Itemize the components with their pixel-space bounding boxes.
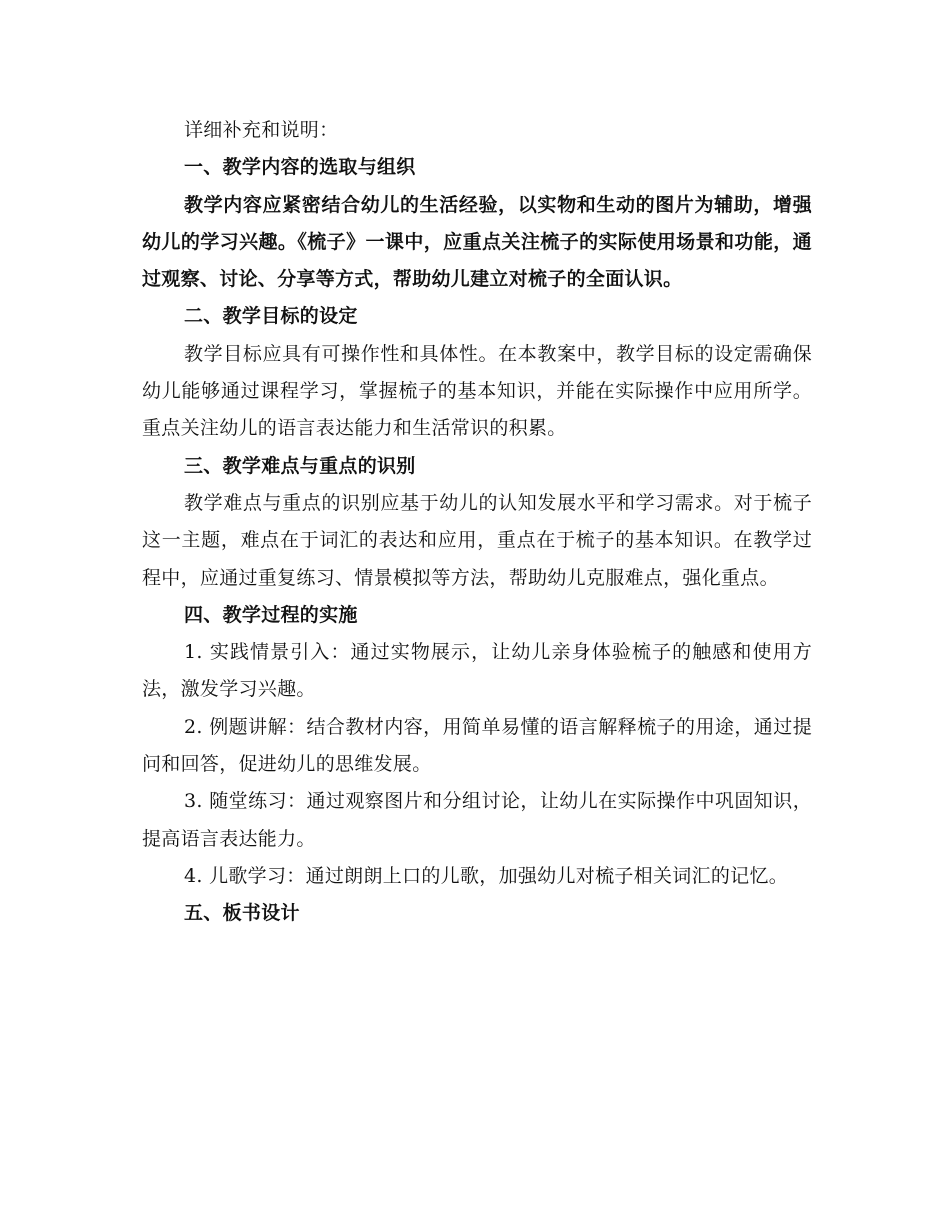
document-page (142, 112, 812, 933)
section-1-heading: 一、教学内容的选取与组织 (184, 156, 416, 179)
section-3-heading: 三、教学难点与重点的识别 (184, 454, 416, 477)
section-4-item-1: 1. 实践情景引入：通过实物展示，让幼儿亲身体验梳子的触感和使用方法，激发学习兴趣。 (142, 641, 812, 701)
section-1-body: 教学内容应紧密结合幼儿的生活经验，以实物和生动的图片为辅助，增强幼儿的学习兴趣。《梳子》一课中，应重点关注梳子的实际使用场景和功能，通过观察、讨论、分享等方式，帮助幼儿建立对梳子的全面认识。 (142, 193, 812, 291)
section-2-body: 教学目标应具有可操作性和具体性。在本教案中，教学目标的设定需确保幼儿能够通过课程学习，掌握梳子的基本知识，并能在实际操作中应用所学。重点关注幼儿的语言表达能力和生活常识的积累。 (142, 342, 812, 440)
section-4-item-2: 2. 例题讲解：结合教材内容，用简单易懂的语言解释梳子的用途，通过提问和回答，促进幼儿的思维发展。 (142, 715, 812, 776)
section-4-heading: 四、教学过程的实施 (184, 603, 358, 626)
section-4-item-3: 3. 随堂练习：通过观察图片和分组讨论，让幼儿在实际操作中巩固知识，提高语言表达能力。 (142, 790, 812, 850)
section-2-heading: 二、教学目标的设定 (184, 305, 358, 328)
intro-text: 详细补充和说明： (184, 119, 339, 141)
section-5-heading: 五、板书设计 (184, 902, 300, 925)
section-3-body: 教学难点与重点的识别应基于幼儿的认知发展水平和学习需求。对于梳子这一主题，难点在于词汇的表达和应用，重点在于梳子的基本知识。在教学过程中，应通过重复练习、情景模拟等方法，帮助幼儿克服难点，强化重点。 (142, 491, 812, 589)
section-4-item-4: 4. 儿歌学习：通过朗朗上口的儿歌，加强幼儿对梳子相关词汇的记忆。 (184, 864, 789, 887)
